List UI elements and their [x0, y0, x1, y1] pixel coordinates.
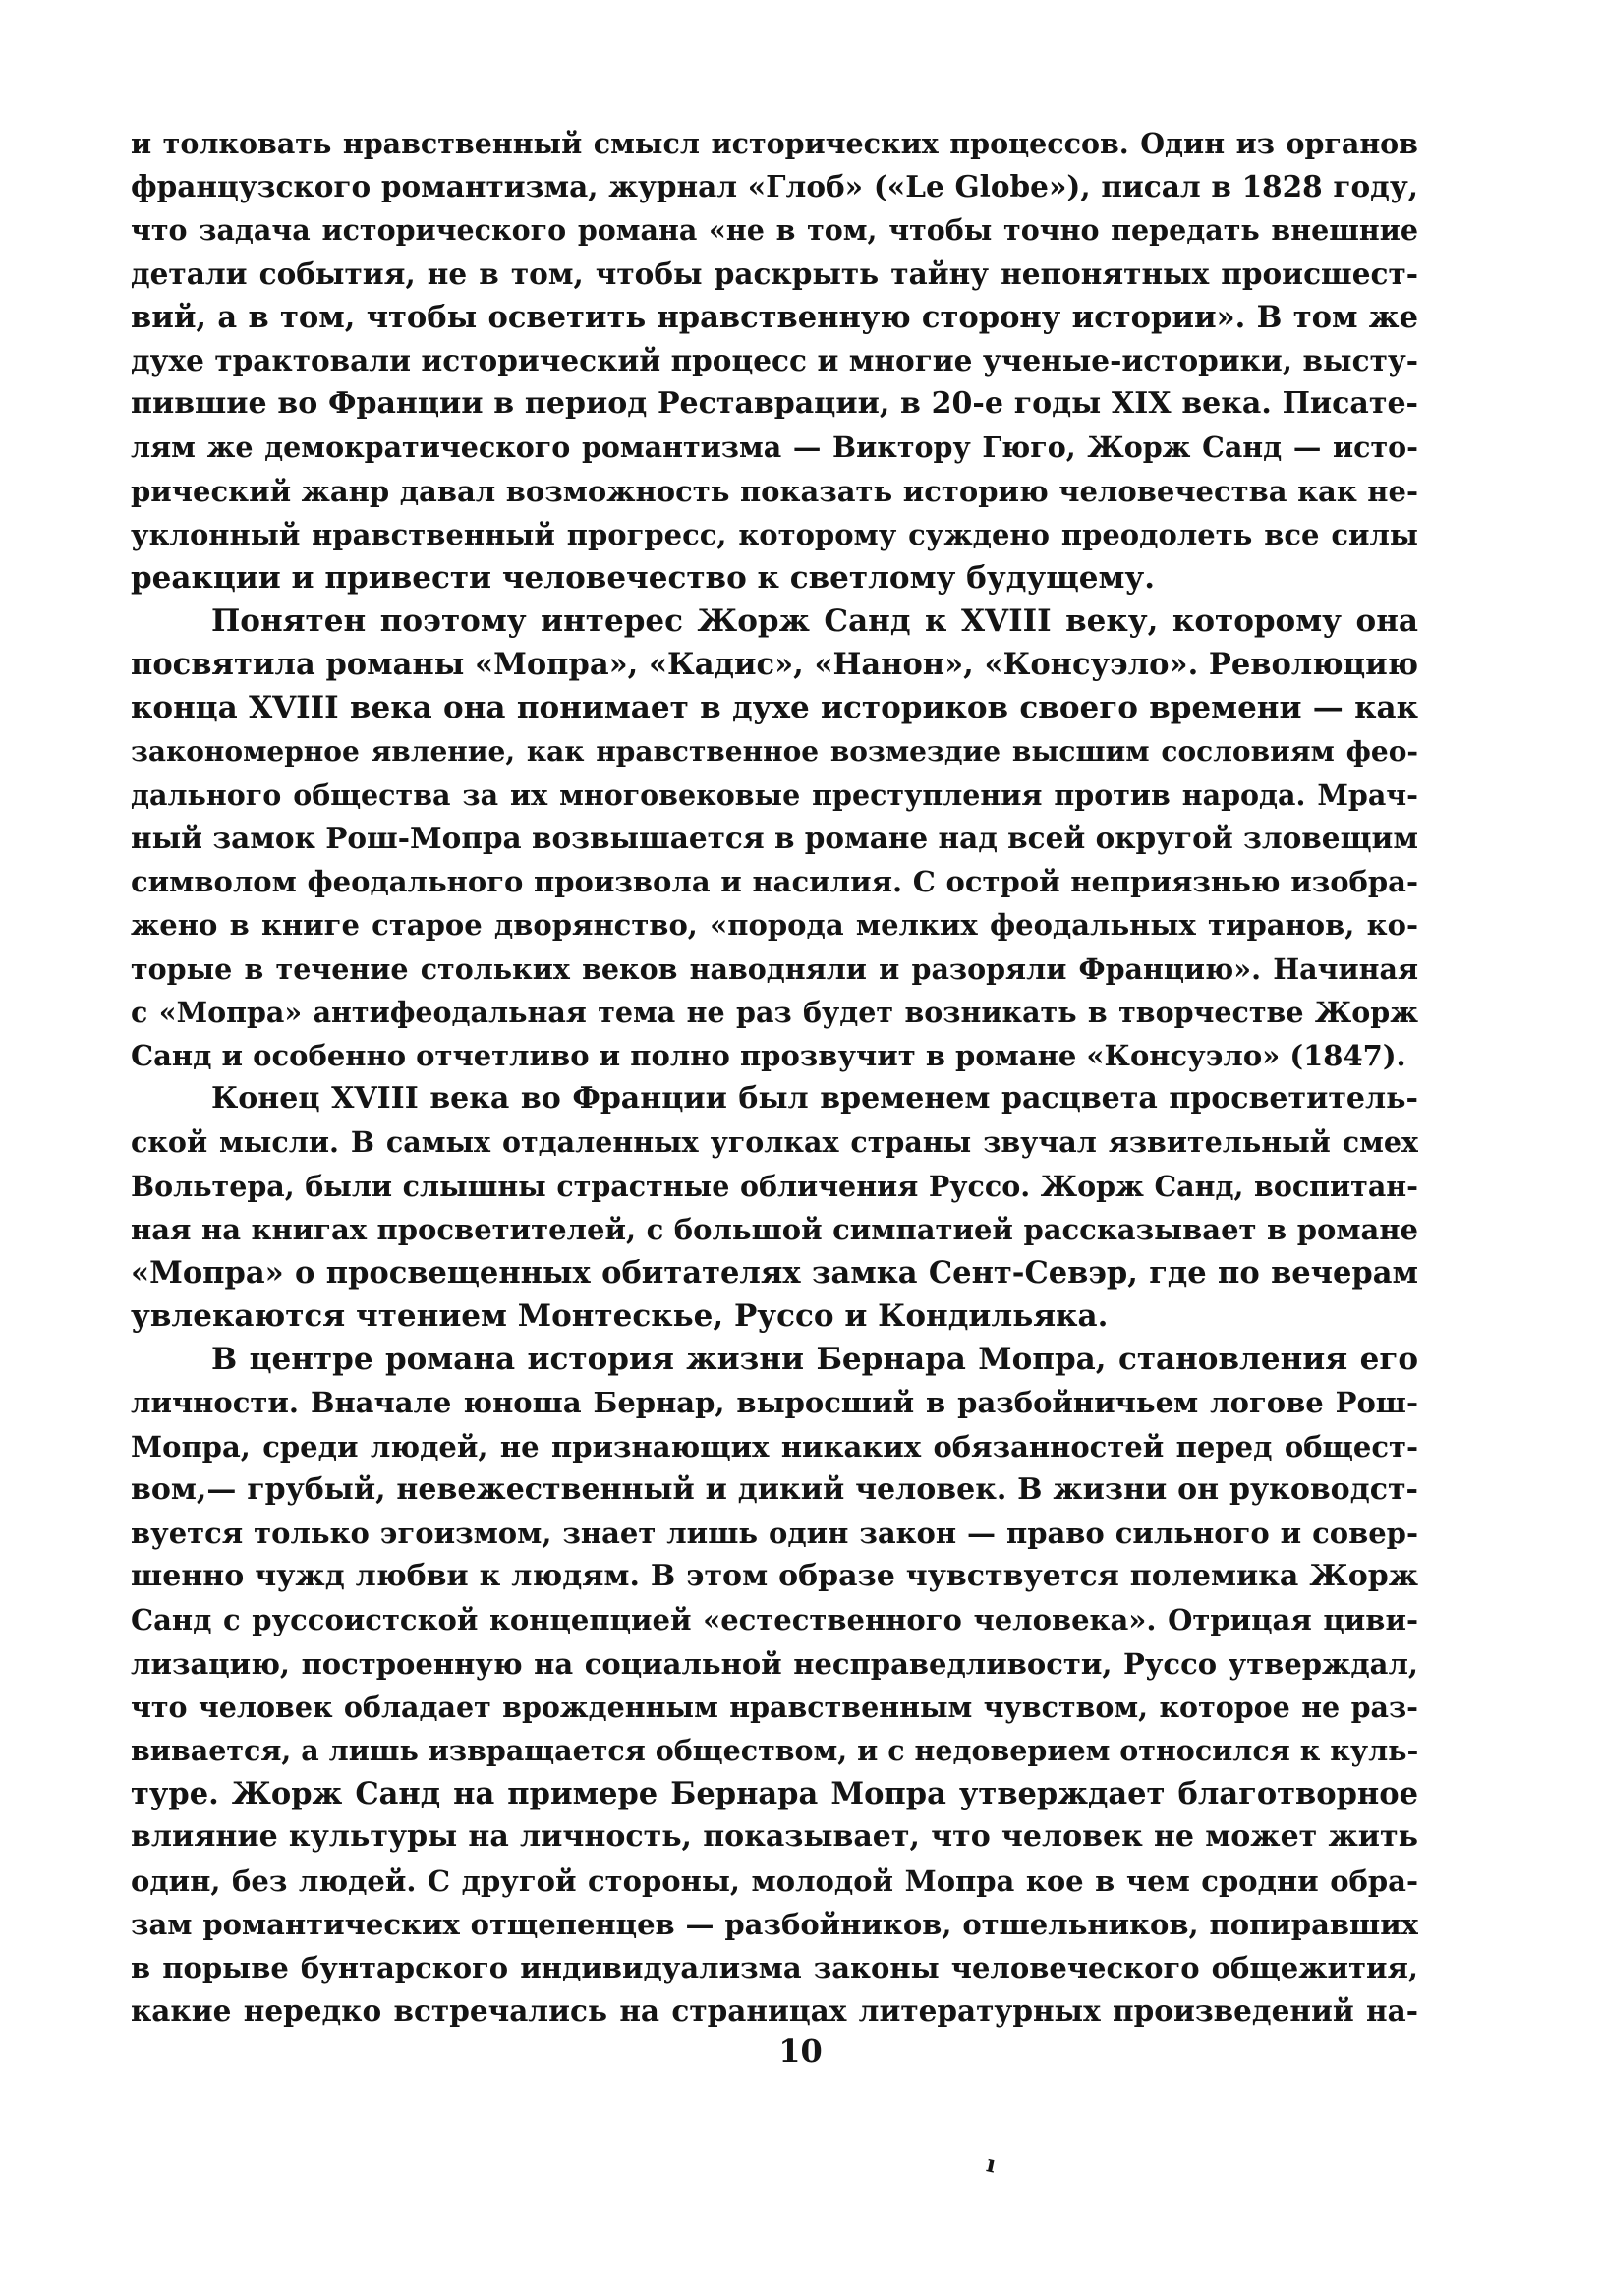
text-line: французского романтизма, журнал «Глоб» («Le Globe»), писал в 1828 году,: [131, 169, 1418, 204]
text-line: туре. Жорж Санд на примере Бернара Мопра утверждает благотворное: [131, 1776, 1418, 1812]
text-line: Понятен поэтому интерес Жорж Санд к XVIII веку, которому она: [211, 603, 1418, 640]
text-line: рический жанр давал возможность показать историю человечества как не-: [131, 474, 1418, 508]
text-line: пившие во Франции в период Реставрации, в 20-е годы XIX века. Писате-: [131, 386, 1418, 422]
text-line: вуется только эгоизмом, знает лишь один закон — право сильного и совер-: [131, 1517, 1418, 1550]
text-line: какие нередко встречались на страницах литературных произведений на-: [131, 1993, 1418, 2029]
text-line: лям же демократического романтизма — Виктору Гюго, Жорж Санд — исто-: [131, 430, 1418, 465]
text-line: Санд с руссоистской концепцией «естественного человека». Отрицая циви-: [131, 1603, 1418, 1637]
text-line: зам романтических отщепенцев — разбойников, отшельников, попиравших: [131, 1907, 1418, 1941]
body-text: [131, 122, 1418, 2033]
text-line: дального общества за их многовековые преступления против народа. Мрач-: [131, 777, 1418, 812]
text-line: ный замок Рош-Мопра возвышается в романе над всей округой зловещим: [131, 821, 1418, 855]
text-line: шенно чужд любви к людям. В этом образе чувствуется полемика Жорж: [131, 1559, 1418, 1594]
text-line: Санд и особенно отчетливо и полно прозвучит в романе «Консуэло» (1847).: [131, 1038, 1406, 1072]
text-line: уклонный нравственный прогресс, которому суждено преодолеть все силы: [131, 517, 1418, 551]
text-line: Конец XVIII века во Франции был временем расцвета просветитель-: [211, 1081, 1418, 1117]
page-number: 10: [778, 2033, 823, 2070]
scan-mark: ı: [984, 2149, 1000, 2179]
text-line: символом феодального произвола и насилия. С острой неприязнью изобра-: [131, 865, 1418, 899]
text-line: вий, а в том, чтобы осветить нравственную сторону истории». В том же: [131, 299, 1418, 335]
text-line: влияние культуры на личность, показывает, что человек не может жить: [131, 1819, 1418, 1855]
text-line: что задача исторического романа «не в том, чтобы точно передать внешние: [131, 213, 1418, 248]
text-line: ная на книгах просветителей, с большой симпатией рассказывает в романе: [131, 1212, 1418, 1246]
text-line: личности. Вначале юноша Бернар, выросший в разбойничьем логове Рош-: [131, 1386, 1418, 1420]
text-line: что человек обладает врожденным нравственным чувством, которое не раз-: [131, 1690, 1418, 1724]
text-line: жено в книге старое дворянство, «порода мелких феодальных тиранов, ко-: [131, 908, 1418, 943]
text-line: Вольтера, были слышны страстные обличения Руссо. Жорж Санд, воспитан-: [131, 1169, 1418, 1203]
text-line: духе трактовали исторический процесс и многие ученые-историки, высту-: [131, 342, 1418, 377]
text-line: с «Мопра» антифеодальная тема не раз будет возникать в творчестве Жорж: [131, 995, 1418, 1029]
text-line: вом,— грубый, невежественный и дикий человек. В жизни он руководст-: [131, 1471, 1418, 1507]
text-line: торые в течение стольких веков наводняли и разоряли Францию». Начиная: [131, 951, 1418, 986]
text-line: лизацию, построенную на социальной несправедливости, Руссо утверждал,: [131, 1646, 1418, 1681]
text-line: детали события, не в том, чтобы раскрыть тайну непонятных происшест-: [131, 256, 1418, 291]
text-line: ской мысли. В самых отдаленных уголках страны звучал язвительный смех: [131, 1125, 1418, 1160]
text-line: закономерное явление, как нравственное возмездие высшим сословиям фео-: [131, 734, 1418, 768]
text-line: и толковать нравственный смысл исторических процессов. Один из органов: [131, 127, 1418, 160]
text-line: «Мопра» о просвещенных обитателях замка Сент-Севэр, где по вечерам: [131, 1254, 1418, 1291]
text-line: увлекаются чтением Монтескье, Руссо и Кондильяка.: [131, 1298, 1109, 1335]
text-line: вивается, а лишь извращается обществом, и с недоверием относился к куль-: [131, 1733, 1418, 1767]
text-line: один, без людей. С другой стороны, молодой Мопра кое в чем сродни обра-: [131, 1864, 1418, 1898]
text-line: реакции и привести человечество к светлому будущему.: [131, 559, 1156, 596]
text-line: конца XVIII века она понимает в духе историков своего времени — как: [131, 690, 1418, 726]
text-line: посвятила романы «Мопра», «Кадис», «Нанон», «Консуэло». Революцию: [131, 647, 1418, 683]
text-line: в порыве бунтарского индивидуализма законы человеческого общежития,: [131, 1950, 1418, 1984]
text-line: Мопра, среди людей, не признающих никаких обязанностей перед общест-: [131, 1429, 1418, 1464]
text-line: В центре романа история жизни Бернара Мопра, становления его: [211, 1342, 1418, 1378]
